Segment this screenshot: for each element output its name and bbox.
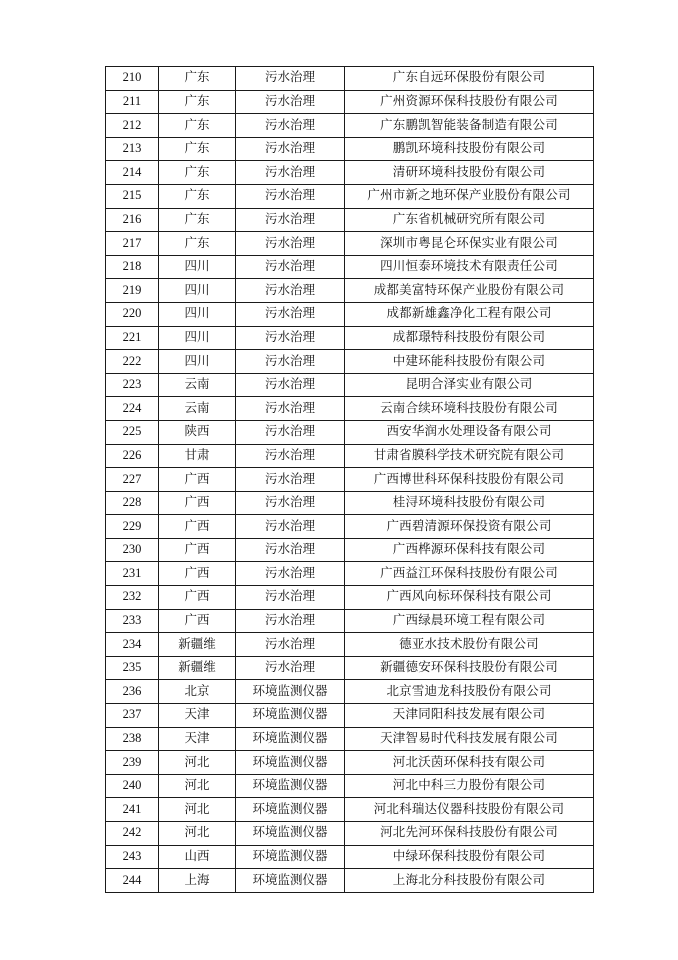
cell-category: 污水治理 — [236, 373, 345, 397]
cell-company-name: 新疆德安环保科技股份有限公司 — [345, 656, 594, 680]
cell-category: 污水治理 — [236, 114, 345, 138]
cell-province: 河北 — [159, 822, 236, 846]
table-row — [106, 704, 594, 728]
cell-company-name: 北京雪迪龙科技股份有限公司 — [345, 680, 594, 704]
cell-company-name: 桂浔环境科技股份有限公司 — [345, 491, 594, 515]
cell-index: 238 — [106, 727, 159, 751]
cell-company-name: 成都新雄鑫净化工程有限公司 — [345, 302, 594, 326]
cell-company-name: 河北沃茵环保科技有限公司 — [345, 751, 594, 775]
cell-index: 229 — [106, 515, 159, 539]
cell-index: 227 — [106, 468, 159, 492]
cell-category: 环境监测仪器 — [236, 822, 345, 846]
cell-index: 241 — [106, 798, 159, 822]
table-row — [106, 302, 594, 326]
cell-category: 污水治理 — [236, 161, 345, 185]
cell-index: 221 — [106, 326, 159, 350]
cell-category: 污水治理 — [236, 656, 345, 680]
cell-company-name: 广西风向标环保科技有限公司 — [345, 586, 594, 610]
cell-category: 污水治理 — [236, 302, 345, 326]
cell-company-name: 广东鹏凯智能装备制造有限公司 — [345, 114, 594, 138]
table-row — [106, 373, 594, 397]
cell-index: 217 — [106, 232, 159, 256]
cell-category: 环境监测仪器 — [236, 704, 345, 728]
cell-index: 231 — [106, 562, 159, 586]
cell-category: 污水治理 — [236, 562, 345, 586]
table-row — [106, 279, 594, 303]
table-row — [106, 232, 594, 256]
cell-category: 环境监测仪器 — [236, 727, 345, 751]
cell-company-name: 西安华润水处理设备有限公司 — [345, 420, 594, 444]
table-row — [106, 444, 594, 468]
cell-category: 污水治理 — [236, 279, 345, 303]
table-row — [106, 609, 594, 633]
table-row — [106, 137, 594, 161]
cell-index: 220 — [106, 302, 159, 326]
cell-company-name: 上海北分科技股份有限公司 — [345, 869, 594, 893]
cell-index: 236 — [106, 680, 159, 704]
table-row — [106, 656, 594, 680]
cell-province: 新疆维 — [159, 633, 236, 657]
cell-index: 243 — [106, 845, 159, 869]
cell-category: 污水治理 — [236, 184, 345, 208]
cell-index: 213 — [106, 137, 159, 161]
cell-company-name: 天津智易时代科技发展有限公司 — [345, 727, 594, 751]
table-row — [106, 727, 594, 751]
cell-company-name: 广东省机械研究所有限公司 — [345, 208, 594, 232]
cell-company-name: 河北先河环保科技股份有限公司 — [345, 822, 594, 846]
cell-index: 223 — [106, 373, 159, 397]
cell-company-name: 鹏凯环境科技股份有限公司 — [345, 137, 594, 161]
cell-category: 污水治理 — [236, 468, 345, 492]
cell-province: 甘肃 — [159, 444, 236, 468]
cell-company-name: 清研环境科技股份有限公司 — [345, 161, 594, 185]
cell-province: 北京 — [159, 680, 236, 704]
cell-index: 214 — [106, 161, 159, 185]
cell-province: 广西 — [159, 609, 236, 633]
cell-province: 新疆维 — [159, 656, 236, 680]
cell-province: 广东 — [159, 90, 236, 114]
table-row — [106, 680, 594, 704]
cell-category: 污水治理 — [236, 255, 345, 279]
cell-category: 污水治理 — [236, 326, 345, 350]
table-row — [106, 255, 594, 279]
cell-category: 环境监测仪器 — [236, 798, 345, 822]
cell-province: 广西 — [159, 562, 236, 586]
cell-index: 232 — [106, 586, 159, 610]
table-row — [106, 90, 594, 114]
cell-province: 河北 — [159, 751, 236, 775]
cell-province: 四川 — [159, 326, 236, 350]
cell-category: 污水治理 — [236, 586, 345, 610]
cell-index: 228 — [106, 491, 159, 515]
table-row — [106, 845, 594, 869]
cell-index: 230 — [106, 538, 159, 562]
cell-company-name: 中建环能科技股份有限公司 — [345, 350, 594, 374]
cell-category: 污水治理 — [236, 420, 345, 444]
cell-province: 云南 — [159, 373, 236, 397]
cell-province: 四川 — [159, 255, 236, 279]
cell-company-name: 广西绿晨环境工程有限公司 — [345, 609, 594, 633]
cell-province: 广东 — [159, 114, 236, 138]
table-row — [106, 869, 594, 893]
cell-category: 污水治理 — [236, 90, 345, 114]
cell-company-name: 河北科瑞达仪器科技股份有限公司 — [345, 798, 594, 822]
cell-category: 污水治理 — [236, 208, 345, 232]
table-row — [106, 633, 594, 657]
cell-index: 224 — [106, 397, 159, 421]
table-row — [106, 184, 594, 208]
company-listing-table-wrapper — [105, 66, 575, 893]
cell-category: 污水治理 — [236, 491, 345, 515]
cell-index: 237 — [106, 704, 159, 728]
cell-province: 天津 — [159, 727, 236, 751]
table-row — [106, 67, 594, 91]
cell-company-name: 天津同阳科技发展有限公司 — [345, 704, 594, 728]
cell-company-name: 广西博世科环保科技股份有限公司 — [345, 468, 594, 492]
cell-category: 污水治理 — [236, 232, 345, 256]
cell-province: 河北 — [159, 774, 236, 798]
cell-province: 天津 — [159, 704, 236, 728]
cell-category: 污水治理 — [236, 633, 345, 657]
cell-category: 污水治理 — [236, 444, 345, 468]
cell-index: 240 — [106, 774, 159, 798]
cell-province: 四川 — [159, 302, 236, 326]
cell-index: 218 — [106, 255, 159, 279]
cell-company-name: 成都璟特科技股份有限公司 — [345, 326, 594, 350]
cell-index: 222 — [106, 350, 159, 374]
cell-company-name: 广州资源环保科技股份有限公司 — [345, 90, 594, 114]
cell-province: 广东 — [159, 67, 236, 91]
cell-category: 污水治理 — [236, 515, 345, 539]
cell-province: 四川 — [159, 279, 236, 303]
cell-company-name: 广州市新之地环保产业股份有限公司 — [345, 184, 594, 208]
cell-category: 环境监测仪器 — [236, 751, 345, 775]
cell-index: 242 — [106, 822, 159, 846]
cell-province: 广西 — [159, 491, 236, 515]
cell-category: 污水治理 — [236, 137, 345, 161]
cell-province: 广西 — [159, 538, 236, 562]
cell-category: 污水治理 — [236, 397, 345, 421]
cell-category: 环境监测仪器 — [236, 680, 345, 704]
cell-company-name: 深圳市粤昆仑环保实业有限公司 — [345, 232, 594, 256]
table-row — [106, 114, 594, 138]
cell-category: 污水治理 — [236, 67, 345, 91]
cell-province: 广西 — [159, 468, 236, 492]
cell-company-name: 云南合续环境科技股份有限公司 — [345, 397, 594, 421]
table-row — [106, 538, 594, 562]
table-row — [106, 562, 594, 586]
table-row — [106, 397, 594, 421]
cell-index: 210 — [106, 67, 159, 91]
cell-province: 广东 — [159, 232, 236, 256]
cell-category: 污水治理 — [236, 609, 345, 633]
cell-category: 环境监测仪器 — [236, 845, 345, 869]
cell-company-name: 广西桦源环保科技有限公司 — [345, 538, 594, 562]
cell-index: 211 — [106, 90, 159, 114]
cell-province: 云南 — [159, 397, 236, 421]
table-row — [106, 468, 594, 492]
cell-company-name: 甘肃省膜科学技术研究院有限公司 — [345, 444, 594, 468]
company-listing-table — [105, 66, 594, 893]
cell-index: 219 — [106, 279, 159, 303]
table-row — [106, 208, 594, 232]
cell-index: 244 — [106, 869, 159, 893]
cell-province: 陕西 — [159, 420, 236, 444]
table-row — [106, 161, 594, 185]
cell-index: 235 — [106, 656, 159, 680]
cell-company-name: 中绿环保科技股份有限公司 — [345, 845, 594, 869]
table-row — [106, 420, 594, 444]
table-row — [106, 798, 594, 822]
cell-province: 广西 — [159, 586, 236, 610]
table-row — [106, 822, 594, 846]
cell-province: 广西 — [159, 515, 236, 539]
cell-category: 环境监测仪器 — [236, 869, 345, 893]
table-row — [106, 491, 594, 515]
cell-index: 216 — [106, 208, 159, 232]
cell-company-name: 广西碧清源环保投资有限公司 — [345, 515, 594, 539]
cell-province: 上海 — [159, 869, 236, 893]
table-row — [106, 751, 594, 775]
cell-company-name: 广西益江环保科技股份有限公司 — [345, 562, 594, 586]
cell-index: 239 — [106, 751, 159, 775]
cell-province: 广东 — [159, 184, 236, 208]
table-row — [106, 326, 594, 350]
table-row — [106, 586, 594, 610]
table-row — [106, 515, 594, 539]
cell-company-name: 四川恒泰环境技术有限责任公司 — [345, 255, 594, 279]
cell-index: 212 — [106, 114, 159, 138]
cell-province: 广东 — [159, 208, 236, 232]
cell-province: 广东 — [159, 137, 236, 161]
cell-index: 233 — [106, 609, 159, 633]
cell-province: 广东 — [159, 161, 236, 185]
cell-index: 225 — [106, 420, 159, 444]
cell-index: 226 — [106, 444, 159, 468]
cell-province: 四川 — [159, 350, 236, 374]
cell-index: 215 — [106, 184, 159, 208]
cell-company-name: 广东自远环保股份有限公司 — [345, 67, 594, 91]
cell-province: 河北 — [159, 798, 236, 822]
cell-company-name: 成都美富特环保产业股份有限公司 — [345, 279, 594, 303]
cell-category: 环境监测仪器 — [236, 774, 345, 798]
cell-category: 污水治理 — [236, 350, 345, 374]
cell-company-name: 德亚水技术股份有限公司 — [345, 633, 594, 657]
table-body — [106, 67, 594, 893]
cell-index: 234 — [106, 633, 159, 657]
cell-company-name: 河北中科三力股份有限公司 — [345, 774, 594, 798]
table-row — [106, 350, 594, 374]
cell-category: 污水治理 — [236, 538, 345, 562]
table-row — [106, 774, 594, 798]
cell-company-name: 昆明合泽实业有限公司 — [345, 373, 594, 397]
cell-province: 山西 — [159, 845, 236, 869]
